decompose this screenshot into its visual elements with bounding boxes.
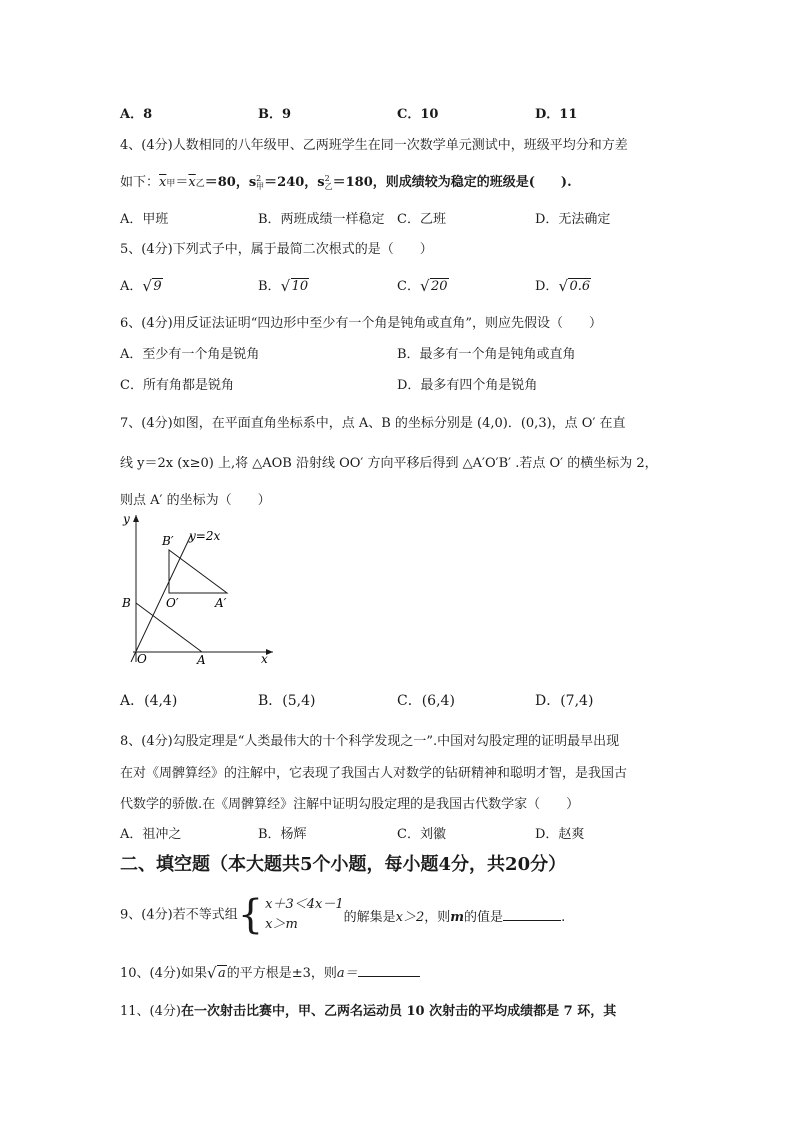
q9-system: [265, 895, 343, 935]
q7-line-1: [120, 412, 626, 431]
q9-solution: x＞2: [395, 909, 425, 925]
q8-option-b: B．杨辉: [258, 827, 307, 842]
brace-symbol: {: [237, 892, 264, 938]
q7-option-b: B．(5,4): [258, 693, 316, 709]
sqrt-symbol: [207, 966, 227, 981]
q10-number: 10、(4分): [120, 966, 181, 981]
q7-figure: [115, 505, 280, 675]
q7-line-2: 线 y＝2x (x≥0) 上,将 △AOB 沿射线 OO′ 方向平移后得到 △A′O′B′ .若点 O′ 的横坐标为 2，: [120, 456, 658, 471]
q5-number: 5、(4分): [120, 242, 173, 257]
label-x: x: [261, 652, 268, 666]
q4-sup-1: 2: [256, 173, 262, 183]
q9-pre: 若不等式组: [172, 907, 238, 923]
q4-s-jia: 甲: [256, 181, 265, 191]
q4-xbar-1: $\overline{x}$: [159, 175, 167, 190]
q4-eq-1: ＝: [175, 175, 189, 190]
q4-text-2: 如下：: [120, 175, 160, 190]
q4-option-c: C．乙班: [397, 212, 446, 227]
q9-post-1: 的解集是: [343, 909, 396, 925]
sqrt-symbol: [558, 279, 591, 294]
q5-option-d: [535, 275, 591, 294]
q4-option-a: A．甲班: [120, 212, 169, 227]
q4-v-2: ＝180，则成绩较为稳定的班级是( ).: [332, 175, 572, 190]
label-y: y: [123, 512, 130, 526]
q9-ineq-2: x＞m: [265, 917, 298, 932]
q9-number: 9、(4分): [120, 907, 173, 923]
q9-end: .: [561, 909, 566, 925]
q6-option-a: A．至少有一个角是锐角: [120, 347, 260, 362]
section-2-heading: 二、填空题（本大题共5个小题，每小题4分，共20分）: [120, 854, 567, 875]
q4-sub-yi: 乙: [195, 179, 205, 189]
q8-line-2: 在对《周髀算经》的注解中，它表现了我国古人对数学的钻研精神和聪明才智，是我国古: [120, 766, 628, 781]
q10-pre: 如果: [180, 966, 207, 981]
q8-line-1: [120, 730, 619, 749]
label-o-prime: O′: [166, 596, 179, 610]
q4-xbar-2: $\overline{x}$: [188, 175, 196, 190]
label-a: A: [197, 653, 206, 667]
q4-line-1: [120, 134, 628, 153]
q6-option-d: D．最多有四个角是锐角: [397, 378, 538, 393]
q10-var: a＝: [336, 966, 358, 981]
segment-ab: [136, 603, 202, 652]
q4-option-d: D．无法确定: [535, 212, 611, 227]
q7-option-a: A．(4,4): [120, 693, 178, 709]
q7-number: 7、(4分): [120, 416, 173, 431]
q4-sub-jia: 甲: [166, 179, 176, 189]
sqrt-symbol: [420, 279, 449, 294]
q5-option-a-label: A．: [120, 279, 143, 294]
q5-option-c-label: C．: [397, 279, 420, 294]
label-b-prime: B′: [162, 534, 174, 548]
q3-option-a: A．8: [120, 107, 153, 122]
q9-answer-blank[interactable]: [503, 920, 561, 921]
q9-m: m: [450, 909, 465, 925]
label-line: y=2x: [189, 529, 221, 543]
sqrt-symbol: [281, 279, 310, 294]
q10-radicand: a: [217, 966, 226, 981]
q8-line-3: 代数学的骄傲.在《周髀算经》注解中证明勾股定理的是我国古代数学家（ ）: [120, 797, 580, 812]
q9-post-2: ，则: [424, 909, 451, 925]
q5-option-d-label: D．: [535, 279, 559, 294]
q9-line: [120, 892, 566, 938]
q4-line-2: [120, 171, 572, 191]
q8-text-1: 勾股定理是“人类最伟大的十个科学发现之一”.中国对勾股定理的证明最早出现: [172, 734, 620, 749]
q6-option-b: B．最多有一个角是钝角或直角: [397, 347, 576, 362]
q6-number: 6、(4分): [120, 316, 173, 331]
q11-line: [120, 1000, 616, 1019]
q8-number: 8、(4分): [120, 734, 173, 749]
q5-text: 下列式子中，属于最简二次根式的是（ ）: [172, 242, 433, 257]
q7-option-d: D．(7,4): [535, 693, 594, 709]
q5-line: [120, 238, 433, 257]
q10-mid: 的平方根是±3，则: [226, 966, 337, 981]
q4-number: 4、(4分): [120, 138, 173, 153]
q4-option-b: B．两班成绩一样稳定: [258, 212, 385, 227]
q5-option-a-radicand: 9: [153, 279, 162, 294]
q5-option-b: [258, 275, 309, 294]
q5-option-d-radicand: 0.6: [569, 279, 591, 294]
q8-option-d: D．赵爽: [535, 827, 585, 842]
q5-option-c-radicand: 20: [430, 279, 448, 294]
q3-option-d: D．11: [535, 107, 578, 122]
q4-sup-2: 2: [324, 173, 330, 183]
q5-option-b-radicand: 10: [291, 279, 309, 294]
q9-ineq-1: x＋3＜4x－1: [265, 897, 344, 912]
q11-text: 在一次射击比赛中，甲、乙两名运动员 10 次射击的平均成绩都是 7 环，其: [180, 1004, 617, 1019]
q9-post-3: 的值是: [464, 909, 504, 925]
q4-text: 人数相同的八年级甲、乙两班学生在同一次数学单元测试中，班级平均分和方差: [172, 138, 628, 153]
label-b: B: [122, 596, 131, 610]
q7-text-1: 如图，在平面直角坐标系中，点 A、B 的坐标分别是 (4,0)．(0,3)，点 O′ 在直: [172, 416, 626, 431]
q10-answer-blank[interactable]: [358, 976, 420, 977]
q5-option-c: [397, 275, 449, 294]
y-axis-arrow-icon: [133, 515, 139, 522]
q5-option-b-label: B．: [258, 279, 281, 294]
q11-number: 11、(4分): [120, 1004, 181, 1019]
q8-option-c: C．刘徽: [397, 827, 446, 842]
label-a-prime: A′: [215, 596, 227, 610]
label-o: O: [137, 652, 147, 666]
q5-option-a: [120, 275, 163, 294]
q3-option-c: C．10: [397, 107, 439, 122]
q6-line: [120, 312, 602, 331]
q10-line: [120, 962, 420, 981]
q4-v-1: ＝240，s: [264, 175, 325, 190]
q3-option-b: B．9: [258, 107, 292, 122]
q6-option-c: C．所有角都是锐角: [120, 378, 234, 393]
q6-text: 用反证法证明“四边形中至少有一个角是钝角或直角”，则应先假设（ ）: [172, 316, 602, 331]
q7-line-3: 则点 A′ 的坐标为（ ）: [120, 493, 271, 508]
q4-s-yi: 乙: [324, 181, 333, 191]
triangle-a2o2b2: [169, 550, 227, 593]
sqrt-symbol: [142, 279, 162, 294]
q7-option-c: C．(6,4): [397, 693, 455, 709]
q8-option-a: A．祖冲之: [120, 827, 182, 842]
line-y-2x: [131, 535, 191, 662]
q4-eq-2: ＝80，s: [204, 175, 257, 190]
